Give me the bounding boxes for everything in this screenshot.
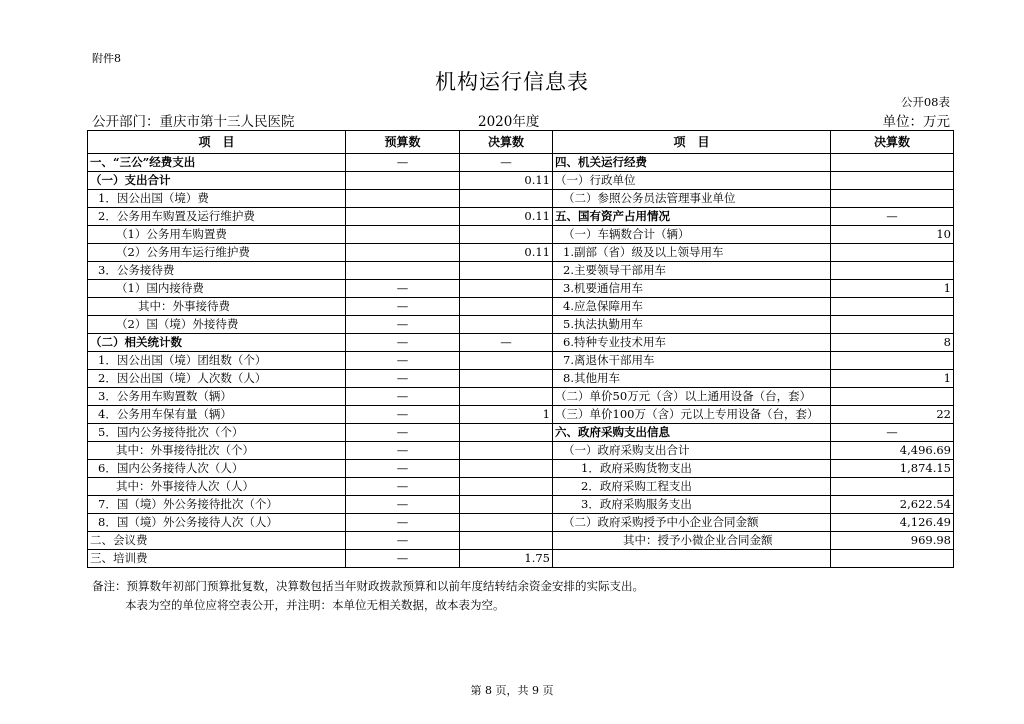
- row-right-value: 1,874.15: [831, 460, 954, 478]
- row-budget: [346, 262, 460, 280]
- table-row: [88, 280, 954, 298]
- row-budget: —: [346, 478, 460, 496]
- table-row: [88, 370, 954, 388]
- operation-info-table: [87, 130, 954, 568]
- row-right-value: 969.98: [831, 532, 954, 550]
- row-budget: —: [346, 424, 460, 442]
- row-right-value: 1: [831, 280, 954, 298]
- header-final-right: 决算数: [831, 131, 954, 154]
- table-number: 公开08表: [900, 95, 950, 109]
- row-final: [460, 262, 553, 280]
- row-final: [460, 532, 553, 550]
- row-right-label: 6.特种专业技术用车: [553, 334, 831, 352]
- row-right-value: [831, 478, 954, 496]
- row-label: 其中：外事接待费: [88, 298, 346, 316]
- attachment-label: 附件8: [92, 52, 121, 65]
- footnote-remark: 备注：预算数年初部门预算批复数，决算数包括当年财政拨款预算和以前年度结转结余资金安排的实际支出。: [92, 579, 644, 593]
- department-label: 公开部门：重庆市第十三人民医院: [92, 114, 295, 130]
- row-budget: —: [346, 550, 460, 568]
- row-right-label: 3．政府采购服务支出: [553, 496, 831, 514]
- table-row: [88, 352, 954, 370]
- row-right-label: 五、国有资产占用情况: [553, 208, 831, 226]
- row-right-value: [831, 190, 954, 208]
- row-final: [460, 514, 553, 532]
- row-budget: [346, 190, 460, 208]
- table-row: [88, 316, 954, 334]
- table-row: [88, 262, 954, 280]
- footnote-empty-table: 本表为空的单位应将空表公开，并注明：本单位无相关数据，故本表为空。: [125, 598, 505, 612]
- row-label: （2）国（境）外接待费: [88, 316, 346, 334]
- table-row: [88, 298, 954, 316]
- table-row: [88, 406, 954, 424]
- row-right-label: 2．政府采购工程支出: [553, 478, 831, 496]
- table-row: [88, 532, 954, 550]
- row-label: 1．因公出国（境）费: [88, 190, 346, 208]
- row-final: [460, 352, 553, 370]
- row-right-label: （一）政府采购支出合计: [553, 442, 831, 460]
- row-label: 其中：外事接待批次（个）: [88, 442, 346, 460]
- row-right-value: 10: [831, 226, 954, 244]
- row-label: 其中：外事接待人次（人）: [88, 478, 346, 496]
- row-final: [460, 478, 553, 496]
- row-budget: [346, 244, 460, 262]
- row-budget: —: [346, 352, 460, 370]
- page-title: 机构运行信息表: [435, 70, 589, 94]
- row-budget: —: [346, 316, 460, 334]
- row-label: （1）公务用车购置费: [88, 226, 346, 244]
- table-row: [88, 334, 954, 352]
- row-label: （2）公务用车运行维护费: [88, 244, 346, 262]
- row-label: 3．公务用车购置数（辆）: [88, 388, 346, 406]
- row-right-value: [831, 298, 954, 316]
- row-right-value: 4,126.49: [831, 514, 954, 532]
- row-right-label: （三）单价100万（含）元以上专用设备（台，套）: [553, 406, 831, 424]
- row-right-value: [831, 262, 954, 280]
- row-budget: —: [346, 442, 460, 460]
- table-row: [88, 226, 954, 244]
- table-row: [88, 514, 954, 532]
- row-right-label: 2.主要领导干部用车: [553, 262, 831, 280]
- row-budget: —: [346, 154, 460, 172]
- row-right-value: 4,496.69: [831, 442, 954, 460]
- row-label: 6．国内公务接待人次（人）: [88, 460, 346, 478]
- row-label: 三、培训费: [88, 550, 346, 568]
- row-right-label: 六、政府采购支出信息: [553, 424, 831, 442]
- table-row: [88, 190, 954, 208]
- row-label: 5．国内公务接待批次（个）: [88, 424, 346, 442]
- year-label: 2020年度: [478, 114, 540, 130]
- row-label: 7．国（境）外公务接待批次（个）: [88, 496, 346, 514]
- row-budget: [346, 226, 460, 244]
- row-budget: —: [346, 388, 460, 406]
- row-final: [460, 226, 553, 244]
- page-number: 第 8 页，共 9 页: [470, 684, 554, 697]
- row-final: 0.11: [460, 244, 553, 262]
- row-budget: —: [346, 370, 460, 388]
- header-final: 决算数: [460, 131, 553, 154]
- row-right-value: 1: [831, 370, 954, 388]
- row-final: [460, 460, 553, 478]
- row-label: 二、会议费: [88, 532, 346, 550]
- row-label: 8．国（境）外公务接待人次（人）: [88, 514, 346, 532]
- row-label: 4．公务用车保有量（辆）: [88, 406, 346, 424]
- row-right-label: 5.执法执勤用车: [553, 316, 831, 334]
- row-label: （一）支出合计: [88, 172, 346, 190]
- table-row: [88, 424, 954, 442]
- row-label: 2．因公出国（境）人次数（人）: [88, 370, 346, 388]
- header-budget: 预算数: [346, 131, 460, 154]
- table-row: [88, 244, 954, 262]
- row-budget: —: [346, 298, 460, 316]
- row-right-label: 8.其他用车: [553, 370, 831, 388]
- row-right-value: [831, 154, 954, 172]
- table-row: [88, 208, 954, 226]
- row-final: [460, 298, 553, 316]
- row-budget: —: [346, 496, 460, 514]
- row-right-label: 3.机要通信用车: [553, 280, 831, 298]
- row-right-value: 8: [831, 334, 954, 352]
- table-row: [88, 388, 954, 406]
- row-final: 1.75: [460, 550, 553, 568]
- row-right-value: 2,622.54: [831, 496, 954, 514]
- row-right-value: [831, 352, 954, 370]
- table-row: [88, 496, 954, 514]
- row-right-value: [831, 244, 954, 262]
- row-right-value: [831, 388, 954, 406]
- row-final: 1: [460, 406, 553, 424]
- row-right-label: （二）单价50万元（含）以上通用设备（台，套）: [553, 388, 831, 406]
- row-final: —: [460, 154, 553, 172]
- row-budget: —: [346, 514, 460, 532]
- row-right-label: 四、机关运行经费: [553, 154, 831, 172]
- row-right-label: （二）政府采购授予中小企业合同金额: [553, 514, 831, 532]
- row-final: [460, 370, 553, 388]
- row-final: [460, 190, 553, 208]
- row-final: —: [460, 334, 553, 352]
- row-final: 0.11: [460, 208, 553, 226]
- row-label: （二）相关统计数: [88, 334, 346, 352]
- row-label: 一、“三公”经费支出: [88, 154, 346, 172]
- row-budget: —: [346, 532, 460, 550]
- row-label: 2．公务用车购置及运行维护费: [88, 208, 346, 226]
- row-right-value: —: [831, 208, 954, 226]
- row-right-label: 1.副部（省）级及以上领导用车: [553, 244, 831, 262]
- row-final: 0.11: [460, 172, 553, 190]
- table-row: [88, 550, 954, 568]
- header-item-right: 项 目: [553, 131, 831, 154]
- row-final: [460, 388, 553, 406]
- row-final: [460, 442, 553, 460]
- table-row: [88, 460, 954, 478]
- row-final: [460, 496, 553, 514]
- header-item: 项 目: [88, 131, 346, 154]
- row-right-value: 22: [831, 406, 954, 424]
- row-budget: [346, 172, 460, 190]
- row-right-label: 其中：授予小微企业合同金额: [553, 532, 831, 550]
- table-row: [88, 442, 954, 460]
- table-row: [88, 172, 954, 190]
- row-right-label: 1．政府采购货物支出: [553, 460, 831, 478]
- row-budget: —: [346, 280, 460, 298]
- row-final: [460, 424, 553, 442]
- row-right-value: [831, 316, 954, 334]
- row-budget: —: [346, 334, 460, 352]
- row-label: 3．公务接待费: [88, 262, 346, 280]
- row-right-label: （一）行政单位: [553, 172, 831, 190]
- row-right-value: [831, 550, 954, 568]
- row-right-label: （一）车辆数合计（辆）: [553, 226, 831, 244]
- table-row: [88, 154, 954, 172]
- row-right-label: （二）参照公务员法管理事业单位: [553, 190, 831, 208]
- row-right-value: —: [831, 424, 954, 442]
- row-right-label: 7.离退休干部用车: [553, 352, 831, 370]
- row-right-label: 4.应急保障用车: [553, 298, 831, 316]
- row-right-value: [831, 172, 954, 190]
- row-final: [460, 280, 553, 298]
- row-budget: —: [346, 406, 460, 424]
- table-row: [88, 478, 954, 496]
- row-budget: [346, 208, 460, 226]
- row-final: [460, 316, 553, 334]
- table-header-row: [88, 131, 954, 154]
- row-label: 1．因公出国（境）团组数（个）: [88, 352, 346, 370]
- row-label: （1）国内接待费: [88, 280, 346, 298]
- row-right-label: [553, 550, 831, 568]
- row-budget: —: [346, 460, 460, 478]
- unit-label: 单位：万元: [882, 114, 950, 130]
